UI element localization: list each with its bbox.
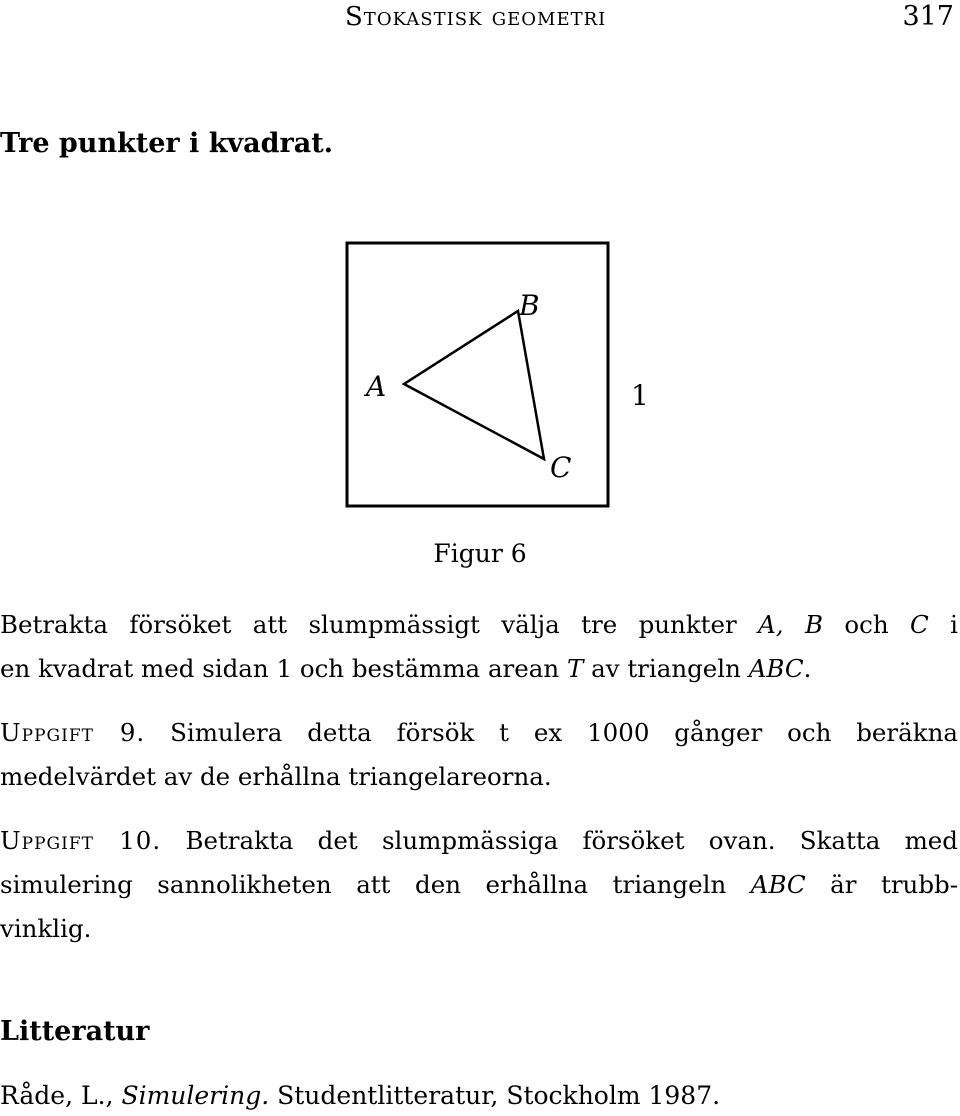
task10-end-2: är trubb- <box>830 870 958 899</box>
math-abc-2: ABC <box>750 870 806 899</box>
task10-line-1 <box>0 819 958 863</box>
task-9 <box>0 711 958 799</box>
references-heading: Litteratur <box>0 1016 150 1047</box>
point-label-a: A <box>366 370 387 403</box>
running-head: Stokastisk geometri <box>345 2 607 32</box>
intro-text-2: en kvadrat med sidan 1 och bestämma arean <box>0 654 560 683</box>
task9-label: Uppgift 9. <box>0 718 146 747</box>
intro-conj: och <box>844 610 889 639</box>
intro-line-1 <box>0 603 958 647</box>
intro-mid-2: av triangeln <box>591 654 741 683</box>
intro-text-1: Betrakta försöket att slumpmässigt välja tre punkter <box>0 610 737 639</box>
reference-entry <box>0 1078 720 1114</box>
page-number: 317 <box>902 1 954 32</box>
math-abc: ABC <box>748 654 804 683</box>
task10-text-1: Betrakta det slumpmässiga försöket ovan. Skatta med <box>185 826 958 855</box>
math-t: T <box>566 654 584 683</box>
triangle-abc <box>404 311 544 459</box>
task9-text-1: Simulera detta försök t ex 1000 gånger och beräkna <box>170 718 958 747</box>
figure-caption: Figur 6 <box>433 539 527 568</box>
intro-end-1: i <box>950 610 959 639</box>
section-title: Tre punkter i kvadrat. <box>0 128 334 159</box>
intro-line-2 <box>0 647 958 691</box>
math-ab: A, B <box>758 610 823 639</box>
figure-6 <box>320 236 680 526</box>
intro-end-2: . <box>803 654 812 683</box>
square-triangle-diagram <box>320 236 680 526</box>
task10-text-2: simulering sannolikheten att den erhållna triangeln <box>0 870 727 899</box>
math-c: C <box>910 610 929 639</box>
point-label-b: B <box>519 289 540 322</box>
reference-author: Råde, L., <box>0 1081 114 1110</box>
task10-line-2 <box>0 863 958 907</box>
point-label-c: C <box>550 451 572 484</box>
task10-line-3: vinklig. <box>0 914 92 943</box>
task9-line-2: medelvärdet av de erhållna triangelareorna. <box>0 762 552 791</box>
task9-line-1 <box>0 711 958 755</box>
side-length-label: 1 <box>631 379 649 412</box>
reference-publisher: Studentlitteratur, Stockholm 1987. <box>277 1081 721 1110</box>
task10-label: Uppgift 10. <box>0 826 162 855</box>
intro-paragraph <box>0 603 958 691</box>
reference-title: Simulering. <box>121 1081 270 1110</box>
task-10 <box>0 819 958 951</box>
